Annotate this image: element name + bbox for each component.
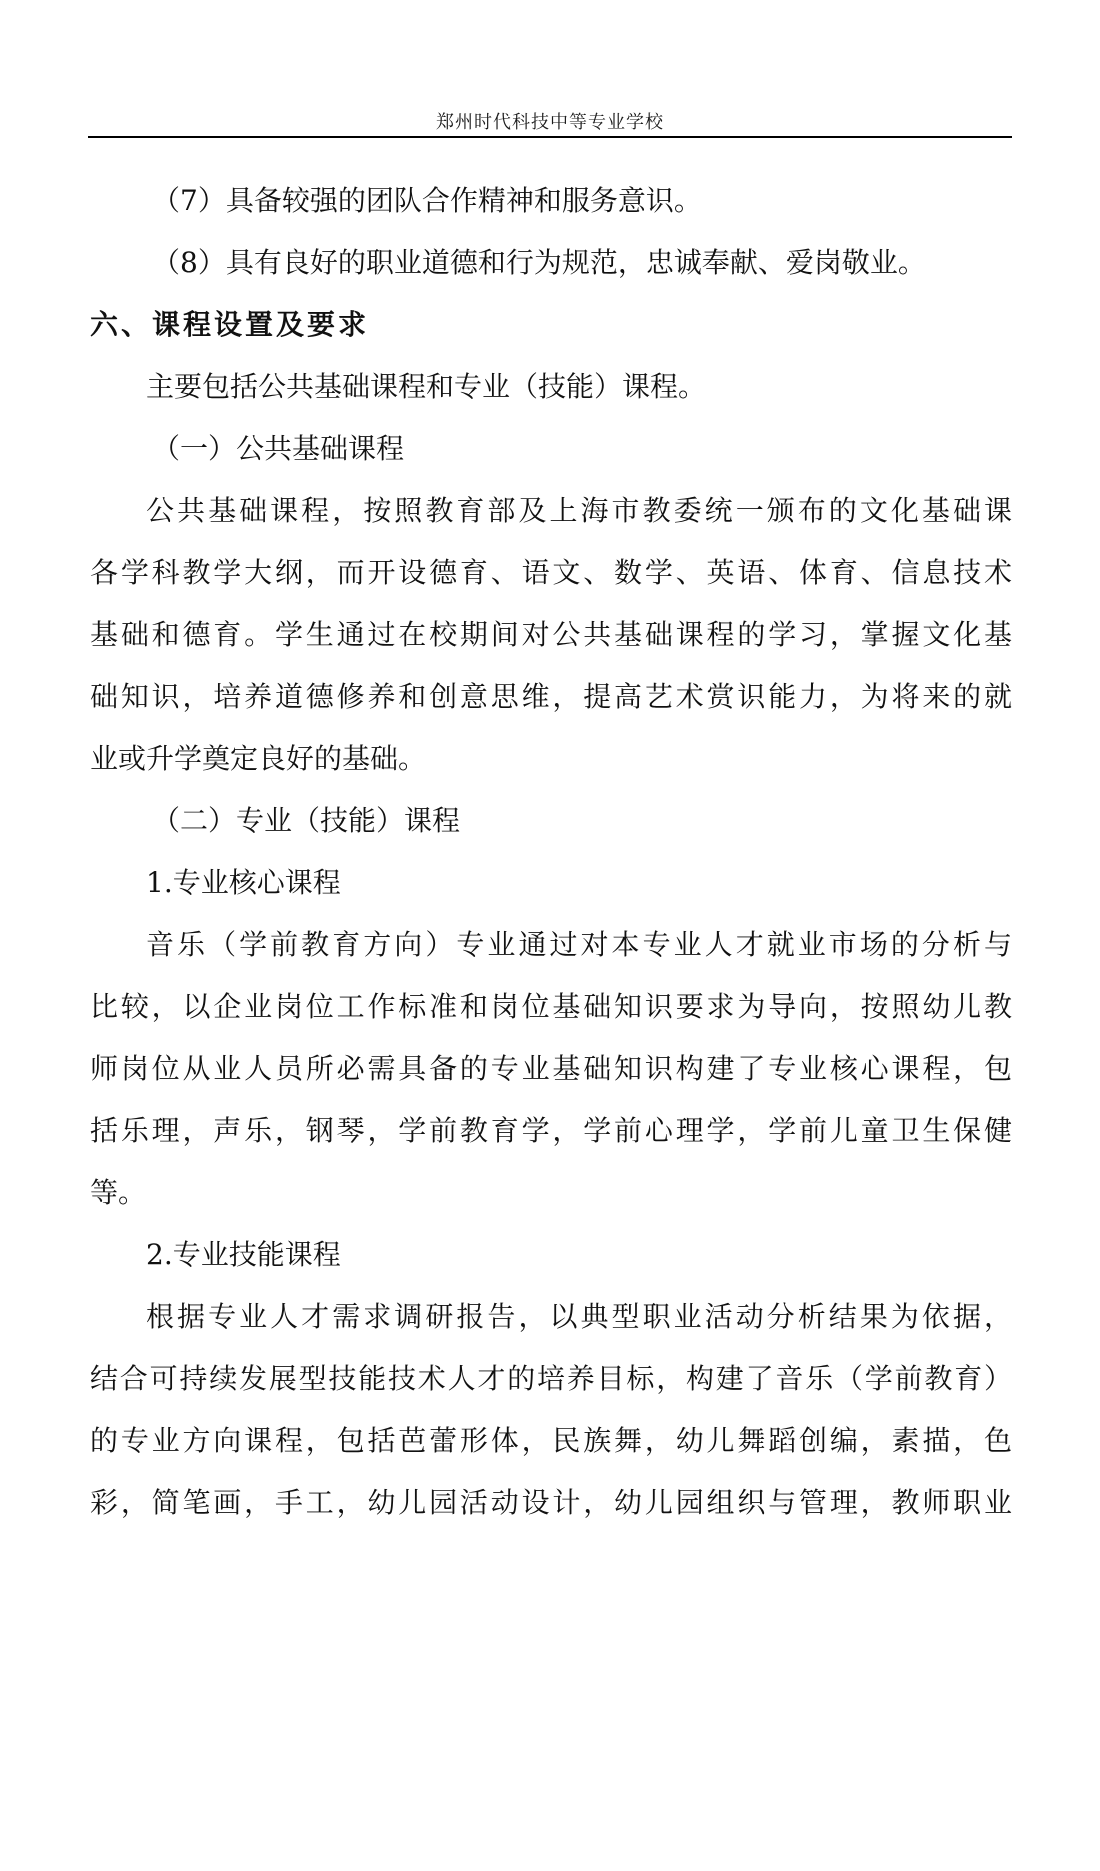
paragraph-line: 业或升学奠定良好的基础。 <box>90 742 427 775</box>
paragraph-line: 彩，简笔画，手工，幼儿园活动设计，幼儿园组织与管理，教师职业 <box>90 1486 1012 1519</box>
section-6-heading: 六、课程设置及要求 <box>90 308 370 341</box>
page-header: 郑州时代科技中等专业学校 <box>436 112 664 133</box>
item-7: （7）具备较强的团队合作精神和服务意识。 <box>152 184 702 217</box>
paragraph-line: 基础和德育。学生通过在校期间对公共基础课程的学习，掌握文化基 <box>90 618 1012 651</box>
skill-courses-heading: 2.专业技能课程 <box>146 1238 341 1271</box>
paragraph-line: 公共基础课程，按照教育部及上海市教委统一颁布的文化基础课 <box>146 494 1012 527</box>
paragraph-line: 比较，以企业岗位工作标准和岗位基础知识要求为导向，按照幼儿教 <box>90 990 1012 1023</box>
document-body <box>90 170 1012 1534</box>
paragraph-line: 音乐（学前教育方向）专业通过对本专业人才就业市场的分析与 <box>146 928 1012 961</box>
section-6-intro: 主要包括公共基础课程和专业（技能）课程。 <box>146 370 707 403</box>
paragraph-line: 结合可持续发展型技能技术人才的培养目标，构建了音乐（学前教育） <box>90 1362 1012 1395</box>
item-8: （8）具有良好的职业道德和行为规范，忠诚奉献、爱岗敬业。 <box>152 246 926 279</box>
subsection-2-heading: （二）专业（技能）课程 <box>152 804 461 837</box>
paragraph-line: 根据专业人才需求调研报告，以典型职业活动分析结果为依据， <box>146 1300 1012 1333</box>
subsection-1-heading: （一）公共基础课程 <box>152 432 405 465</box>
paragraph-line: 各学科教学大纲，而开设德育、语文、数学、英语、体育、信息技术 <box>90 556 1012 589</box>
paragraph-line: 师岗位从业人员所必需具备的专业基础知识构建了专业核心课程，包 <box>90 1052 1012 1085</box>
paragraph-line: 括乐理，声乐，钢琴，学前教育学，学前心理学，学前儿童卫生保健 <box>90 1114 1012 1147</box>
core-courses-heading: 1.专业核心课程 <box>146 866 341 899</box>
paragraph-line: 的专业方向课程，包括芭蕾形体，民族舞，幼儿舞蹈创编，素描，色 <box>90 1424 1012 1457</box>
paragraph-line: 等。 <box>90 1176 147 1209</box>
header-rule <box>88 136 1012 138</box>
paragraph-line: 础知识，培养道德修养和创意思维，提高艺术赏识能力，为将来的就 <box>90 680 1012 713</box>
